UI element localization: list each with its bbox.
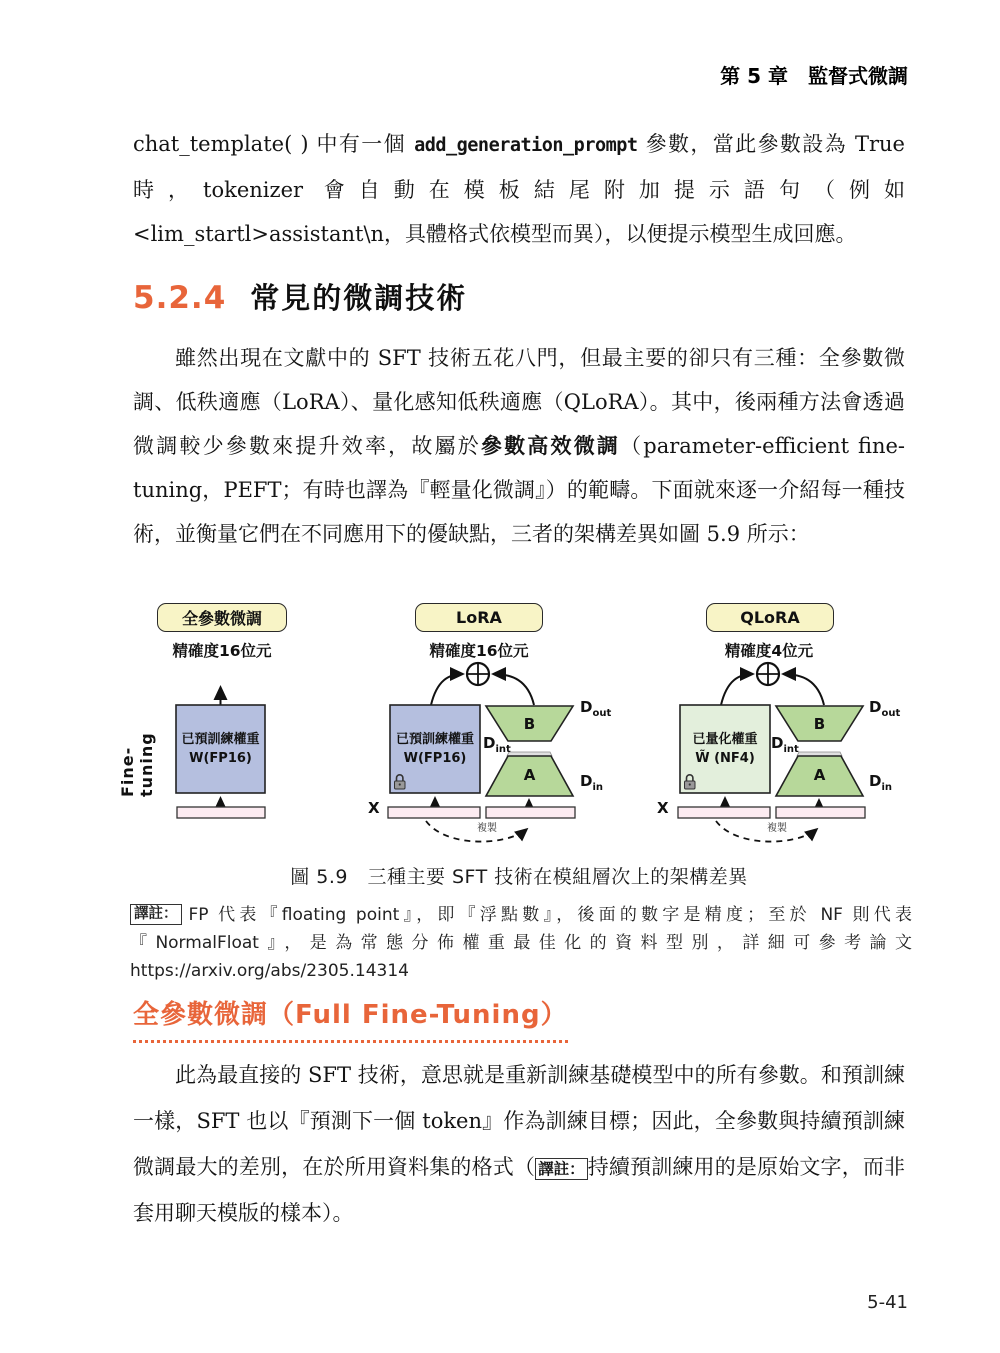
closing-text-lead: 此為最直接的 SFT 技術，意思就是重新訓練基礎模型中的所有參數。和預訓練一樣，SFT 也以『預測下一個 token』作為訓練目標；因此，全參數與持續預訓練微調最大的差別，在於所用資料集的格式（ [133, 1063, 905, 1179]
panel-title-qlora: QLoRA [706, 603, 834, 632]
precision-label-qlora: 精確度4位元 [724, 642, 814, 660]
inline-translator-note-badge: 譯註： [535, 1158, 588, 1180]
dim-base: D [869, 772, 882, 790]
dim-base: D [483, 734, 496, 752]
inline-code-add-generation-prompt: add_generation_prompt [414, 135, 638, 156]
body-text-lead: 雖然出現在文獻中的 SFT 技術五花八門，但最主要的卻只有三種：全參數微調、低秩適應（LoRA）、量化感知低秩適應（QLoRA）。其中，後兩種方法會透過微調較少參數來提升效率，故屬於 [133, 346, 905, 458]
dint-label [771, 734, 799, 755]
subsection-heading-full-ft: 全參數微調（Full Fine-Tuning） [133, 994, 568, 1043]
pretrained-weights-box-label [390, 705, 480, 793]
translator-note [130, 901, 912, 985]
body-text-emphasis: 參數高效微調 [480, 433, 621, 458]
dim-base: D [580, 698, 593, 716]
copy-label: 複製 [767, 823, 787, 834]
intro-text-pre: chat_template( ) 中有一個 [133, 132, 415, 156]
adapter-b-label: B [523, 714, 536, 733]
input-x-label: X [657, 799, 669, 817]
section-title: 常見的微調技術 [250, 281, 468, 315]
translator-note-badge: 譯註： [130, 904, 182, 925]
weight-line2: W̃ (NF4) [695, 751, 755, 766]
closing-paragraph [133, 1052, 905, 1236]
figure-caption: 圖 5.9 三種主要 SFT 技術在模組層次上的架構差異 [290, 866, 748, 888]
page-number: 5-41 [867, 1292, 908, 1313]
precision-label-full-ft: 精確度16位元 [172, 642, 272, 660]
adapter-a-label: A [813, 766, 826, 784]
dint-label [483, 734, 511, 755]
panel-title-lora: LoRA [415, 603, 543, 632]
dim-sub: in [881, 782, 892, 793]
copy-label: 複製 [477, 823, 497, 834]
weight-line1: 已預訓練權重 [181, 732, 260, 747]
dim-sub: int [783, 744, 799, 755]
quantized-weights-box-label [680, 705, 770, 793]
dim-sub: out [592, 708, 612, 719]
section-number: 5.2.4 [133, 280, 227, 316]
input-x-label: X [368, 799, 380, 817]
weight-line1: 已量化權重 [692, 732, 758, 747]
dout-label [869, 698, 900, 719]
dim-sub: int [495, 744, 511, 755]
figure-5-9-diagram [0, 595, 1000, 863]
din-label [869, 772, 892, 793]
intro-text-post: 參數，當此參數設為 True 時，tokenizer 會自動在模板結尾附加提示語句（例如 <lim_startl>assistant\n，具體格式依模型而異），以便提示模型生成回應。 [133, 132, 905, 246]
intro-paragraph [133, 122, 905, 256]
dout-label [580, 698, 611, 719]
weight-line2: W(FP16) [189, 751, 252, 766]
dim-sub: in [592, 782, 603, 793]
dim-base: D [580, 772, 593, 790]
din-label [580, 772, 603, 793]
dim-base: D [869, 698, 882, 716]
precision-label-lora: 精確度16位元 [429, 642, 529, 660]
section-heading-5-2-4 [133, 276, 467, 317]
panel-title-full-ft: 全參數微調 [157, 603, 287, 632]
pretrained-weights-box-label [176, 705, 265, 793]
weight-line2: W(FP16) [403, 751, 467, 766]
weight-line1: 已預訓練權重 [395, 732, 474, 747]
translator-note-text: FP 代表『floating point』，即『浮點數』，後面的數字是精度；至於 NF 則代表『NormalFloat』，是為常態分佈權重最佳化的資料型別，詳細可參考論文 https://arxiv.org/abs/2305.14314 [130, 905, 912, 981]
closing-text-tail: 持續預訓練用的是原始文字，而非套用聊天模版的樣本）。 [133, 1155, 906, 1225]
fine-tuning-axis-label: Fine-tuning [118, 732, 156, 797]
dim-sub: out [881, 708, 901, 719]
running-header: 第 5 章 監督式微調 [720, 64, 908, 88]
body-text-tail: （parameter-efficient fine-tuning，PEFT；有時也譯為『輕量化微調』）的範疇。下面就來逐一介紹每一種技術，並衡量它們在不同應用下的優缺點，三者的架構差異如圖 5.9 所示： [133, 434, 906, 546]
body-paragraph [133, 336, 905, 556]
adapter-a-label: A [523, 766, 536, 784]
dim-base: D [771, 734, 784, 752]
adapter-b-label: B [813, 714, 826, 733]
